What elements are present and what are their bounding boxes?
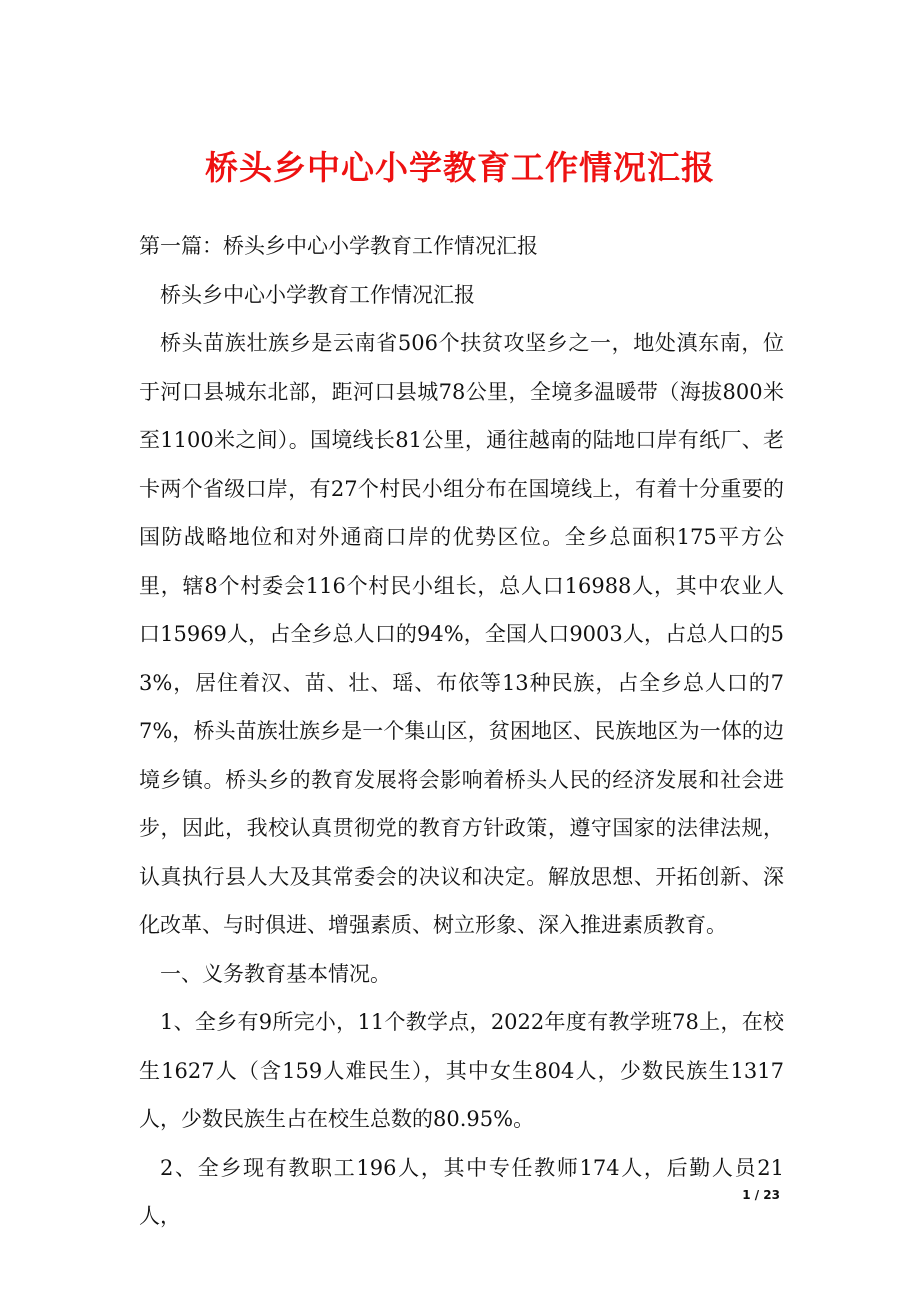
document-title: 桥头乡中心小学教育工作情况汇报 <box>205 148 715 187</box>
subtitle: 桥头乡中心小学教育工作情况汇报 <box>160 282 475 307</box>
paragraph: 桥头苗族壮族乡是云南省506个扶贫攻坚乡之一，地处滇东南，位于河口县城东北部，距河口县城78公里，全境多温暖带（海拔800米至1100米之间）。国境线长81公里，通往越南的陆地口岸有纸厂、老卡两个省级口岸，有27个村民小组分布在国境线上，有着十分重要的国防战略地位和对外通商口岸的优势区位。全乡总面积175平方公里，辖8个村委会116个村民小组长，总人口16988人，其中农业人口15969人，占全乡总人口的94%，全国人口9003人，占总人口的53%，居住着汉、苗、壮、瑶、布依等13种民族，占全乡总人口的77%，桥头苗族壮族乡是一个集山区，贫困地区、民族地区为一体的边境乡镇。桥头乡的教育发展将会影响着桥头人民的经济发展和社会进步，因此，我校认真贯彻党的教育方针政策，遵守国家的法律法规，认真执行县人大及其常委会的决议和决定。解放思想、开拓创新、深化改革、与时俱进、增强素质、树立形象、深入推进素质教育。 <box>139 331 784 937</box>
paragraph: 1、全乡有9所完小，11个教学点，2022年度有教学班78上，在校生1627人（含159人难民生），其中女生804人，少数民族生1317人，少数民族生占在校生总数的80.95%。 <box>139 1010 784 1131</box>
document-body <box>139 222 784 1241</box>
paragraph: 一、义务教育基本情况。 <box>160 961 391 986</box>
section-heading: 第一篇：桥头乡中心小学教育工作情况汇报 <box>139 234 538 258</box>
paragraph: 2、全乡现有教职工196人，其中专任教师174人，后勤人员21人， <box>139 1155 784 1228</box>
page-number: 1 / 23 <box>742 1188 780 1202</box>
